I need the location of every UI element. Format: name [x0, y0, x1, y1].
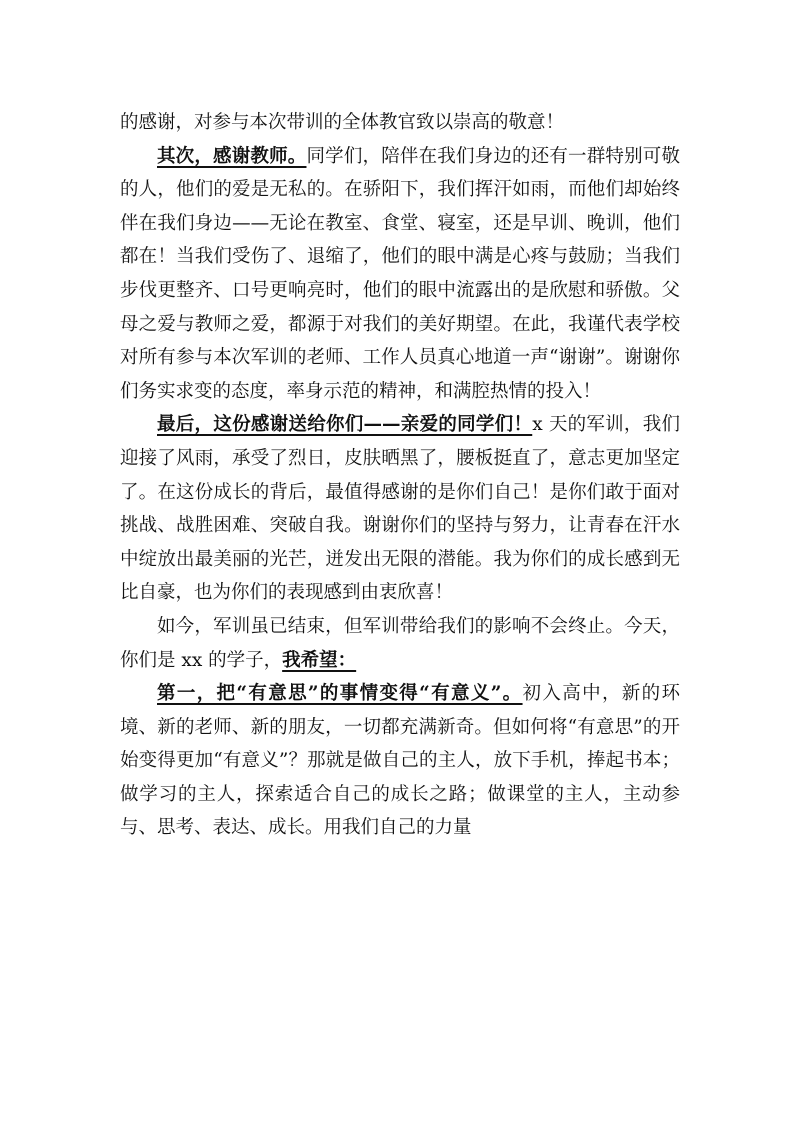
- paragraph-3: [120, 408, 680, 610]
- paragraph-4-heading: 我希望：: [282, 649, 357, 671]
- paragraph-3-text: x 天的军训，我们迎接了风雨，承受了烈日，皮肤晒黑了，腰板挺直了，意志更加坚定了。在这份成长的背后，最值得感谢的是你们自己！是你们敢于面对挑战、战胜困难、突破自我。谢谢你们的坚持与努力，让青春在汗水中绽放出最美丽的光芒，迸发出无限的潜能。我为你们的成长感到无比自豪，也为你们的表现感到由衷欣喜！: [120, 414, 680, 604]
- paragraph-3-heading: 最后，这份感谢送给你们——亲爱的同学们！: [157, 414, 533, 436]
- paragraph-5-text: 初入高中，新的环境、新的老师、新的朋友，一切都充满新奇。但如何将“有意思”的开始变得更加“有意义”？那就是做自己的主人，放下手机，捧起书本；做学习的主人，探索适合自己的成长之路；做课堂的主人，主动参与、思考、表达、成长。用我们自己的力量: [120, 683, 680, 839]
- paragraph-2: [120, 140, 680, 409]
- document-body: [120, 106, 680, 845]
- paragraph-1-text: 的感谢，对参与本次带训的全体教官致以崇高的敬意！: [120, 112, 565, 133]
- paragraph-4: [120, 610, 680, 677]
- paragraph-1: [120, 106, 680, 140]
- paragraph-2-heading: 其次，感谢教师。: [157, 145, 307, 167]
- paragraph-5-heading: 第一，把“有意思”的事情变得“有意义”。: [157, 683, 523, 705]
- paragraph-4-text: 如今，军训虽已结束，但军训带给我们的影响不会终止。今天，你们是 xx 的学子，: [120, 615, 680, 671]
- paragraph-2-text: 同学们，陪伴在我们身边的还有一群特别可敬的人，他们的爱是无私的。在骄阳下，我们挥汗如雨，而他们却始终伴在我们身边——无论在教室、食堂、寝室，还是早训、晚训，他们都在！当我们受伤了、退缩了，他们的眼中满是心疼与鼓励；当我们步伐更整齐、口号更响亮时，他们的眼中流露出的是欣慰和骄傲。父母之爱与教师之爱，都源于对我们的美好期望。在此，我谨代表学校对所有参与本次军训的老师、工作人员真心地道一声“谢谢”。谢谢你们务实求变的态度，率身示范的精神，和满腔热情的投入！: [120, 145, 680, 402]
- paragraph-5: [120, 677, 680, 845]
